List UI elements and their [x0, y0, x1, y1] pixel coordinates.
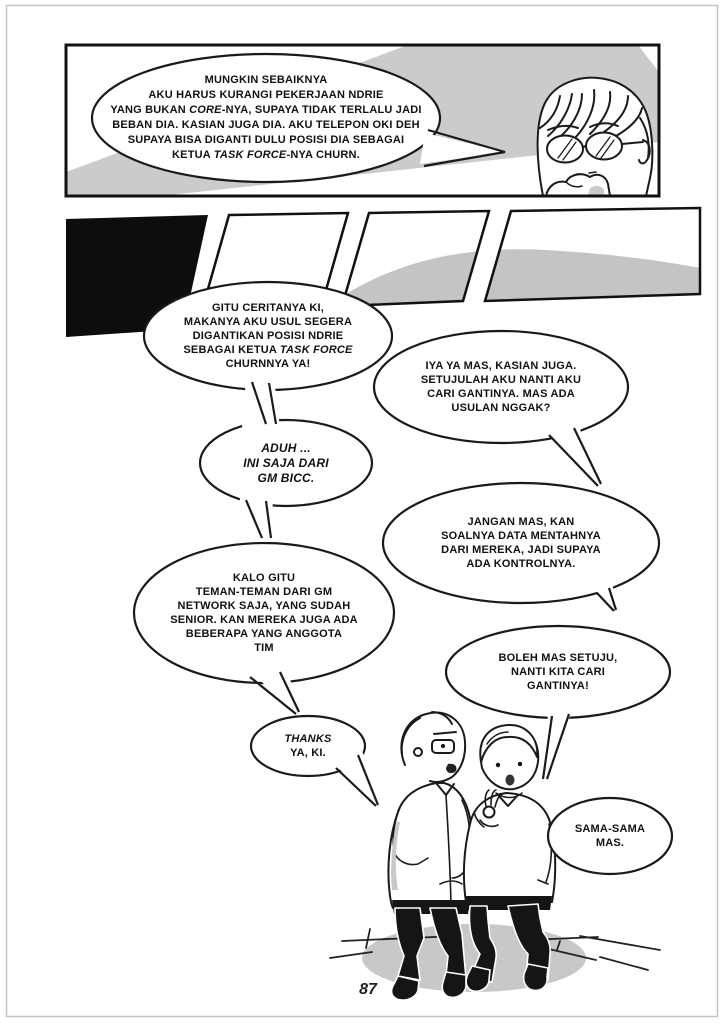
bubble-line: IYA YA MAS, KASIAN JUGA.	[425, 360, 577, 372]
page-number: 87	[359, 981, 377, 998]
speech-bubble-3-text	[371, 359, 631, 415]
bubble-line: SENIOR. KAN MEREKA JUGA ADA	[170, 614, 358, 626]
bubble-line: SUPAYA BISA DIGANTI DULU POSISI DIA SEBAGAI	[127, 134, 405, 146]
bubble-line: YA, KI.	[290, 747, 326, 759]
bubble-line: DIGANTIKAN POSISI NDRIE	[192, 330, 344, 342]
bubble-line: GANTINYA!	[527, 680, 589, 692]
bubble-line: SOALNYA DATA MENTAHNYA	[441, 530, 601, 542]
eye	[441, 744, 445, 748]
bubble-line: GM BICC.	[257, 471, 315, 485]
speech-bubble-1-text	[96, 73, 436, 163]
thinking-man-face	[538, 78, 653, 196]
bubble-line: MAKANYA AKU USUL SEGERA	[183, 316, 353, 328]
speech-bubble-2-text	[128, 301, 408, 371]
bubble-line: TIM	[254, 642, 274, 654]
bubble-line: BEBERAPA YANG ANGGOTA	[185, 628, 343, 640]
bubble-line: THANKS	[284, 733, 332, 745]
bubble-line: SEBAGAI KETUA TASK FORCE	[183, 344, 353, 356]
eye-left	[496, 763, 500, 767]
bubble-line: MUNGKIN SEBAIKNYA	[204, 74, 328, 86]
bubble-line: SAMA-SAMA	[574, 823, 646, 835]
bubble-line: SETUJULAH AKU NANTI AKU	[420, 374, 582, 386]
bubble-line: BOLEH MAS SETUJU,	[498, 652, 618, 664]
bubble-line: ADA KONTROLNYA.	[466, 558, 576, 570]
speech-bubble-6-text	[134, 571, 394, 655]
bubble-line: MAS.	[595, 837, 625, 849]
bubble-line: BEBAN DIA. KASIAN JUGA DIA. AKU TELEPON OKI DEH	[112, 119, 420, 131]
bubble-line: ADUH ...	[261, 441, 311, 455]
bubble-line: YANG BUKAN CORE-NYA, SUPAYA TIDAK TERLALU JADI	[110, 104, 422, 116]
speech-bubble-5-text	[391, 515, 651, 571]
speech-bubble-8-text	[248, 732, 368, 760]
bubble-line: KALO GITU	[232, 572, 296, 584]
bubble-line: GITU CERITANYA KI,	[212, 302, 324, 314]
bubble-line: AKU HARUS KURANGI PEKERJAAN NDRIE	[148, 89, 384, 101]
bubble-line: NANTI KITA CARI	[510, 666, 606, 678]
bubble-line: KETUA TASK FORCE-NYA CHURN.	[172, 149, 360, 161]
sweater	[464, 793, 555, 902]
speech-bubble-4-text	[196, 441, 376, 486]
open-mouth	[506, 775, 515, 786]
speech-bubble-7-text	[448, 651, 668, 693]
eye-right	[518, 762, 522, 766]
bubble-line: JANGAN MAS, KAN	[467, 516, 575, 528]
bubble-line: INI SAJA DARI	[243, 456, 329, 470]
bubble-line: CHURNNYA YA!	[225, 358, 311, 370]
bubble-line: CARI GANTINYA. MAS ADA	[427, 388, 575, 400]
speech-bubble-9-text	[545, 822, 675, 850]
bubble-line: TEMAN-TEMAN DARI GM	[195, 586, 333, 598]
bubble-line: DARI MEREKA, JADI SUPAYA	[441, 544, 601, 556]
open-mouth	[446, 764, 457, 773]
bubble-line: NETWORK SAJA, YANG SUDAH	[177, 600, 351, 612]
bubble-line: USULAN NGGAK?	[451, 402, 551, 414]
